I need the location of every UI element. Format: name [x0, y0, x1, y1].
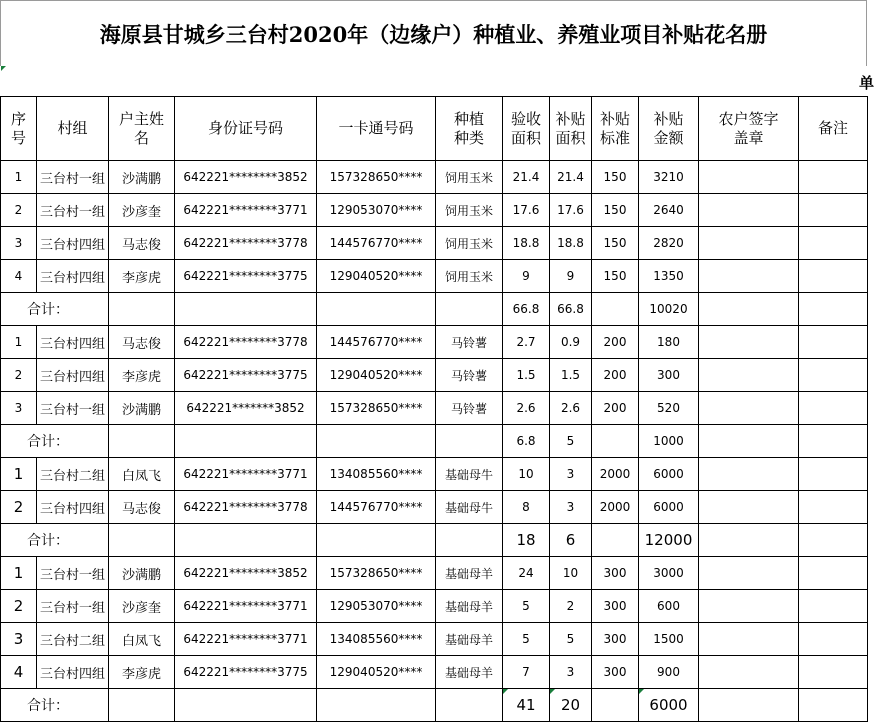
- table-row: [1, 194, 868, 227]
- subsidy-area-cell[interactable]: 3: [550, 458, 592, 491]
- kind-cell[interactable]: 饲用玉米: [436, 260, 503, 293]
- table-row: [1, 557, 868, 590]
- householder-cell[interactable]: 马志俊: [109, 491, 175, 524]
- householder-cell[interactable]: 沙彦奎: [109, 194, 175, 227]
- total-subsidy-area-cell[interactable]: 6: [550, 524, 592, 557]
- id-number-cell[interactable]: 642221********3778: [175, 227, 317, 260]
- card-number-cell[interactable]: 157328650****: [317, 392, 436, 425]
- total-label-cell[interactable]: 合计：: [1, 293, 109, 326]
- signature-cell[interactable]: [699, 689, 799, 722]
- subsidy-standard-cell[interactable]: 150: [592, 227, 639, 260]
- village-cell[interactable]: 三台村一组: [37, 392, 109, 425]
- accepted-area-cell[interactable]: 7: [503, 656, 550, 689]
- village-cell[interactable]: 三台村一组: [37, 590, 109, 623]
- seq-cell[interactable]: 1: [1, 458, 37, 491]
- header-seq[interactable]: [1, 97, 37, 161]
- header-label: 村组: [57, 119, 88, 137]
- header-label: 户主姓 名: [118, 109, 164, 147]
- village-cell[interactable]: 三台村四组: [37, 260, 109, 293]
- householder-cell[interactable]: 李彦虎: [109, 656, 175, 689]
- subsidy-area-cell[interactable]: 1.5: [550, 359, 592, 392]
- table-row: [1, 326, 868, 359]
- total-subsidy-area-cell[interactable]: 66.8: [550, 293, 592, 326]
- card-number-cell[interactable]: 129040520****: [317, 656, 436, 689]
- kind-cell[interactable]: 基础母羊: [436, 656, 503, 689]
- seq-cell[interactable]: 1: [1, 161, 37, 194]
- total-subsidy-amount-cell[interactable]: 12000: [639, 524, 699, 557]
- header-subsidy-standard[interactable]: [592, 97, 639, 161]
- header-label: 一卡通号码: [338, 119, 414, 137]
- subsidy-area-cell[interactable]: 3: [550, 656, 592, 689]
- header-subsidy-amount[interactable]: [639, 97, 699, 161]
- village-cell[interactable]: 三台村二组: [37, 623, 109, 656]
- subsidy-area-cell[interactable]: 2.6: [550, 392, 592, 425]
- table-row: [1, 227, 868, 260]
- id-number-cell[interactable]: 642221********3771: [175, 590, 317, 623]
- total-row: [1, 293, 868, 326]
- header-id-number[interactable]: [175, 97, 317, 161]
- header-label: 备注: [817, 119, 848, 137]
- kind-cell[interactable]: 饲用玉米: [436, 227, 503, 260]
- remarks-cell[interactable]: [799, 623, 868, 656]
- subsidy-standard-cell[interactable]: 200: [592, 326, 639, 359]
- subsidy-area-cell[interactable]: 21.4: [550, 161, 592, 194]
- comment-marker-icon: [639, 689, 644, 694]
- kind-cell[interactable]: 马铃薯: [436, 392, 503, 425]
- village-cell[interactable]: 三台村四组: [37, 491, 109, 524]
- id-number-cell[interactable]: 642221********3778: [175, 491, 317, 524]
- remarks-cell[interactable]: [799, 425, 868, 458]
- subsidy-standard-cell[interactable]: 150: [592, 260, 639, 293]
- empty-cell[interactable]: [175, 293, 317, 326]
- accepted-area-cell[interactable]: 5: [503, 623, 550, 656]
- subsidy-standard-cell[interactable]: 2000: [592, 458, 639, 491]
- total-row: [1, 524, 868, 557]
- subsidy-standard-cell[interactable]: 150: [592, 194, 639, 227]
- subsidy-amount-cell[interactable]: 6000: [639, 458, 699, 491]
- householder-cell[interactable]: 马志俊: [109, 227, 175, 260]
- header-remarks[interactable]: [799, 97, 868, 161]
- remarks-cell[interactable]: [799, 161, 868, 194]
- remarks-cell[interactable]: [799, 293, 868, 326]
- seq-cell[interactable]: 2: [1, 491, 37, 524]
- total-row: [1, 425, 868, 458]
- village-cell[interactable]: 三台村四组: [37, 326, 109, 359]
- card-number-cell[interactable]: 144576770****: [317, 491, 436, 524]
- signature-cell[interactable]: [699, 656, 799, 689]
- remarks-cell[interactable]: [799, 227, 868, 260]
- subsidy-standard-cell[interactable]: 300: [592, 656, 639, 689]
- signature-cell[interactable]: [699, 392, 799, 425]
- householder-cell[interactable]: 李彦虎: [109, 359, 175, 392]
- subsidy-standard-cell[interactable]: 300: [592, 590, 639, 623]
- subsidy-amount-cell[interactable]: 180: [639, 326, 699, 359]
- accepted-area-cell[interactable]: 8: [503, 491, 550, 524]
- signature-cell[interactable]: [699, 293, 799, 326]
- table-title-cell[interactable]: [0, 0, 867, 66]
- header-card-number[interactable]: [317, 97, 436, 161]
- id-number-cell[interactable]: 642221********3771: [175, 458, 317, 491]
- empty-cell[interactable]: [436, 425, 503, 458]
- id-number-cell[interactable]: 642221********3771: [175, 623, 317, 656]
- accepted-area-cell[interactable]: 2.7: [503, 326, 550, 359]
- subsidy-amount-cell[interactable]: 300: [639, 359, 699, 392]
- signature-cell[interactable]: [699, 590, 799, 623]
- id-number-cell[interactable]: 642221********3775: [175, 359, 317, 392]
- kind-cell[interactable]: 马铃薯: [436, 359, 503, 392]
- remarks-cell[interactable]: [799, 392, 868, 425]
- header-signature[interactable]: [699, 97, 799, 161]
- empty-cell[interactable]: [175, 524, 317, 557]
- subsidy-amount-cell[interactable]: 520: [639, 392, 699, 425]
- subsidy-amount-cell[interactable]: 900: [639, 656, 699, 689]
- accepted-area-cell[interactable]: 21.4: [503, 161, 550, 194]
- total-subsidy-amount-cell[interactable]: 10020: [639, 293, 699, 326]
- village-cell[interactable]: 三台村四组: [37, 359, 109, 392]
- village-cell[interactable]: 三台村四组: [37, 656, 109, 689]
- subsidy-amount-cell[interactable]: 2820: [639, 227, 699, 260]
- card-number-cell[interactable]: 134085560****: [317, 623, 436, 656]
- empty-cell[interactable]: [109, 689, 175, 722]
- remarks-cell[interactable]: [799, 524, 868, 557]
- signature-cell[interactable]: [699, 524, 799, 557]
- kind-cell[interactable]: 马铃薯: [436, 326, 503, 359]
- id-number-cell[interactable]: 642221********3852: [175, 161, 317, 194]
- signature-cell[interactable]: [699, 491, 799, 524]
- table-row: [1, 260, 868, 293]
- householder-cell[interactable]: 李彦虎: [109, 260, 175, 293]
- total-subsidy-area-cell[interactable]: 20: [550, 689, 592, 722]
- remarks-cell[interactable]: [799, 590, 868, 623]
- kind-cell[interactable]: 基础母羊: [436, 623, 503, 656]
- header-label: 验收 面积: [510, 109, 541, 147]
- comment-marker-icon: [1, 66, 6, 71]
- total-label-cell[interactable]: 合计：: [1, 524, 109, 557]
- remarks-cell[interactable]: [799, 689, 868, 722]
- signature-cell[interactable]: [699, 425, 799, 458]
- table-row: [1, 359, 868, 392]
- header-label: 补贴 面积: [555, 109, 586, 147]
- accepted-area-cell[interactable]: 17.6: [503, 194, 550, 227]
- id-number-cell[interactable]: 642221********3778: [175, 326, 317, 359]
- signature-cell[interactable]: [699, 557, 799, 590]
- householder-cell[interactable]: 沙满鹏: [109, 557, 175, 590]
- subsidy-amount-cell[interactable]: 2640: [639, 194, 699, 227]
- subsidy-standard-cell[interactable]: 200: [592, 392, 639, 425]
- total-label-cell[interactable]: 合计：: [1, 689, 109, 722]
- empty-cell[interactable]: [317, 293, 436, 326]
- empty-cell[interactable]: [109, 425, 175, 458]
- subsidy-amount-cell[interactable]: 600: [639, 590, 699, 623]
- accepted-area-cell[interactable]: 24: [503, 557, 550, 590]
- header-accepted-area[interactable]: [503, 97, 550, 161]
- subsidy-standard-cell[interactable]: 200: [592, 359, 639, 392]
- signature-cell[interactable]: [699, 227, 799, 260]
- seq-cell[interactable]: 4: [1, 656, 37, 689]
- card-number-cell[interactable]: 129040520****: [317, 260, 436, 293]
- signature-cell[interactable]: [699, 326, 799, 359]
- subsidy-area-cell[interactable]: 0.9: [550, 326, 592, 359]
- card-number-cell[interactable]: 134085560****: [317, 458, 436, 491]
- signature-cell[interactable]: [699, 458, 799, 491]
- householder-cell[interactable]: 沙满鹏: [109, 392, 175, 425]
- subsidy-roster-table: [0, 96, 868, 722]
- kind-cell[interactable]: 基础母羊: [436, 590, 503, 623]
- accepted-area-cell[interactable]: 10: [503, 458, 550, 491]
- total-accepted-area-cell[interactable]: 6.8: [503, 425, 550, 458]
- householder-cell[interactable]: 白凤飞: [109, 623, 175, 656]
- seq-cell[interactable]: 1: [1, 326, 37, 359]
- empty-cell[interactable]: [317, 425, 436, 458]
- empty-cell[interactable]: [109, 524, 175, 557]
- empty-cell[interactable]: [592, 425, 639, 458]
- document-title: 海原县甘城乡三台村2020年（边缘户）种植业、养殖业项目补贴花名册: [99, 21, 768, 47]
- total-subsidy-amount-cell[interactable]: 1000: [639, 425, 699, 458]
- header-label: 种植 种类: [453, 109, 484, 147]
- total-label-cell[interactable]: 合计：: [1, 425, 109, 458]
- subsidy-amount-cell[interactable]: 3210: [639, 161, 699, 194]
- card-number-cell[interactable]: 129053070****: [317, 590, 436, 623]
- subsidy-area-cell[interactable]: 17.6: [550, 194, 592, 227]
- seq-cell[interactable]: 2: [1, 359, 37, 392]
- seq-cell[interactable]: 2: [1, 194, 37, 227]
- total-row: [1, 689, 868, 722]
- seq-cell[interactable]: 4: [1, 260, 37, 293]
- kind-cell[interactable]: 基础母牛: [436, 458, 503, 491]
- empty-cell[interactable]: [436, 524, 503, 557]
- table-row: [1, 623, 868, 656]
- header-label: 身份证号码: [207, 119, 283, 137]
- empty-cell[interactable]: [175, 425, 317, 458]
- seq-cell[interactable]: 1: [1, 557, 37, 590]
- village-cell[interactable]: 三台村一组: [37, 557, 109, 590]
- kind-cell[interactable]: 饲用玉米: [436, 161, 503, 194]
- seq-cell[interactable]: 3: [1, 227, 37, 260]
- accepted-area-cell[interactable]: 2.6: [503, 392, 550, 425]
- header-label: 序 号: [10, 109, 26, 147]
- card-number-cell[interactable]: 144576770****: [317, 326, 436, 359]
- comment-marker-icon: [550, 689, 555, 694]
- remarks-cell[interactable]: [799, 491, 868, 524]
- empty-cell[interactable]: [317, 689, 436, 722]
- remarks-cell[interactable]: [799, 326, 868, 359]
- header-label: 补贴 标准: [599, 109, 630, 147]
- empty-cell[interactable]: [175, 689, 317, 722]
- comment-marker-icon: [503, 689, 508, 694]
- subsidy-area-cell[interactable]: 9: [550, 260, 592, 293]
- subsidy-area-cell[interactable]: 2: [550, 590, 592, 623]
- subsidy-area-cell[interactable]: 10: [550, 557, 592, 590]
- empty-cell[interactable]: [109, 293, 175, 326]
- signature-cell[interactable]: [699, 161, 799, 194]
- village-cell[interactable]: 三台村二组: [37, 458, 109, 491]
- signature-cell[interactable]: [699, 623, 799, 656]
- village-cell[interactable]: 三台村一组: [37, 194, 109, 227]
- subsidy-amount-cell[interactable]: 3000: [639, 557, 699, 590]
- signature-cell[interactable]: [699, 194, 799, 227]
- total-accepted-area-cell[interactable]: 41: [503, 689, 550, 722]
- accepted-area-cell[interactable]: 1.5: [503, 359, 550, 392]
- card-number-cell[interactable]: 129053070****: [317, 194, 436, 227]
- empty-cell[interactable]: [592, 293, 639, 326]
- id-number-cell[interactable]: 642221********3771: [175, 194, 317, 227]
- table-row: [1, 161, 868, 194]
- householder-cell[interactable]: 沙满鹏: [109, 161, 175, 194]
- header-village[interactable]: [37, 97, 109, 161]
- total-accepted-area-cell[interactable]: 66.8: [503, 293, 550, 326]
- householder-cell[interactable]: 马志俊: [109, 326, 175, 359]
- header-planting-kind[interactable]: [436, 97, 503, 161]
- unit-label-fragment: 单: [859, 74, 874, 92]
- seq-cell[interactable]: 3: [1, 623, 37, 656]
- subsidy-amount-cell[interactable]: 1500: [639, 623, 699, 656]
- empty-cell[interactable]: [436, 689, 503, 722]
- remarks-cell[interactable]: [799, 194, 868, 227]
- remarks-cell[interactable]: [799, 557, 868, 590]
- subsidy-amount-cell[interactable]: 1350: [639, 260, 699, 293]
- header-label: 农户签字 盖章: [718, 109, 779, 147]
- total-subsidy-amount-cell[interactable]: 6000: [639, 689, 699, 722]
- table-row: [1, 491, 868, 524]
- village-cell[interactable]: 三台村四组: [37, 227, 109, 260]
- id-number-cell[interactable]: 642221********3775: [175, 260, 317, 293]
- header-householder[interactable]: [109, 97, 175, 161]
- table-row: [1, 656, 868, 689]
- subsidy-area-cell[interactable]: 5: [550, 623, 592, 656]
- signature-cell[interactable]: [699, 359, 799, 392]
- empty-cell[interactable]: [592, 689, 639, 722]
- card-number-cell[interactable]: 144576770****: [317, 227, 436, 260]
- subsidy-standard-cell[interactable]: 300: [592, 557, 639, 590]
- signature-cell[interactable]: [699, 260, 799, 293]
- card-number-cell[interactable]: 157328650****: [317, 557, 436, 590]
- householder-cell[interactable]: 沙彦奎: [109, 590, 175, 623]
- empty-cell[interactable]: [436, 293, 503, 326]
- id-number-cell[interactable]: 642221*******3852: [175, 392, 317, 425]
- village-cell[interactable]: 三台村一组: [37, 161, 109, 194]
- remarks-cell[interactable]: [799, 359, 868, 392]
- kind-cell[interactable]: 基础母羊: [436, 557, 503, 590]
- table-row: [1, 590, 868, 623]
- subsidy-standard-cell[interactable]: 300: [592, 623, 639, 656]
- id-number-cell[interactable]: 642221********3775: [175, 656, 317, 689]
- accepted-area-cell[interactable]: 5: [503, 590, 550, 623]
- remarks-cell[interactable]: [799, 458, 868, 491]
- table-row: [1, 392, 868, 425]
- subsidy-standard-cell[interactable]: 150: [592, 161, 639, 194]
- seq-cell[interactable]: 2: [1, 590, 37, 623]
- header-subsidy-area[interactable]: [550, 97, 592, 161]
- remarks-cell[interactable]: [799, 260, 868, 293]
- empty-cell[interactable]: [592, 524, 639, 557]
- subsidy-amount-cell[interactable]: 6000: [639, 491, 699, 524]
- empty-cell[interactable]: [317, 524, 436, 557]
- card-number-cell[interactable]: 157328650****: [317, 161, 436, 194]
- table-row: [1, 458, 868, 491]
- kind-cell[interactable]: 饲用玉米: [436, 194, 503, 227]
- subsidy-area-cell[interactable]: 3: [550, 491, 592, 524]
- accepted-area-cell[interactable]: 9: [503, 260, 550, 293]
- seq-cell[interactable]: 3: [1, 392, 37, 425]
- remarks-cell[interactable]: [799, 656, 868, 689]
- id-number-cell[interactable]: 642221********3852: [175, 557, 317, 590]
- card-number-cell[interactable]: 129040520****: [317, 359, 436, 392]
- kind-cell[interactable]: 基础母牛: [436, 491, 503, 524]
- subsidy-standard-cell[interactable]: 2000: [592, 491, 639, 524]
- subsidy-area-cell[interactable]: 18.8: [550, 227, 592, 260]
- header-label: 补贴 金额: [653, 109, 684, 147]
- accepted-area-cell[interactable]: 18.8: [503, 227, 550, 260]
- header-row: [1, 97, 868, 161]
- total-subsidy-area-cell[interactable]: 5: [550, 425, 592, 458]
- householder-cell[interactable]: 白凤飞: [109, 458, 175, 491]
- total-accepted-area-cell[interactable]: 18: [503, 524, 550, 557]
